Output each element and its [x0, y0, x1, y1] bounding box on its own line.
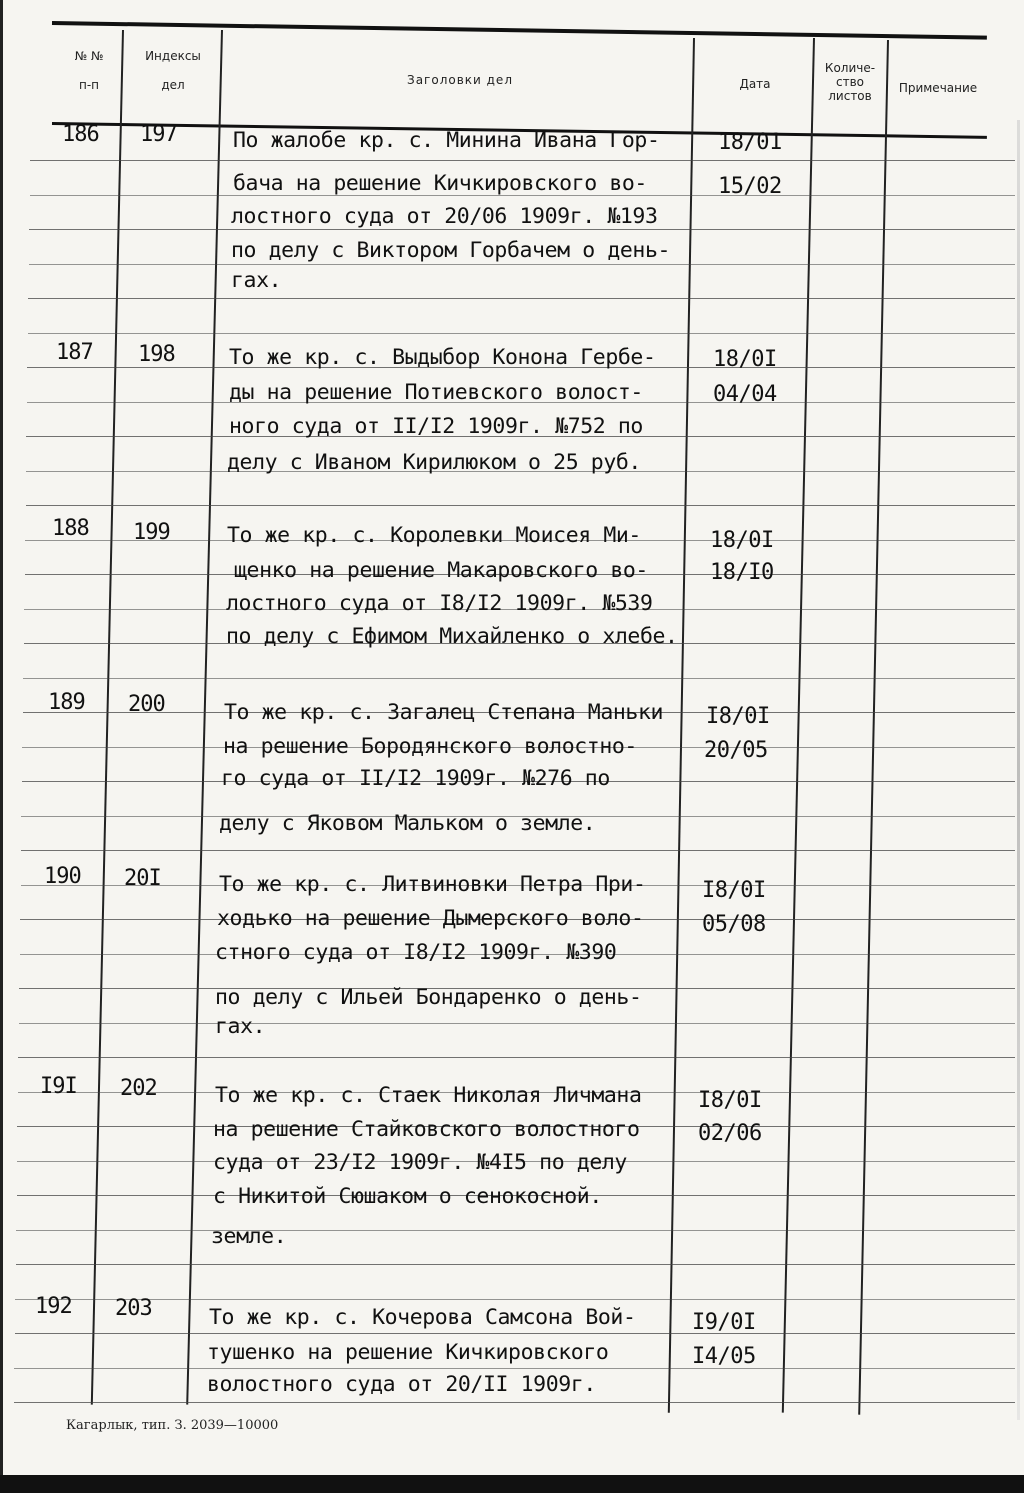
row-date: 18/I0 [710, 560, 774, 585]
row-index: 20I [124, 866, 161, 891]
header-title: Заголовки дел [407, 73, 513, 87]
row-index: 198 [138, 342, 175, 367]
ruled-line [21, 850, 1015, 851]
row-title-line: тушенко на решение Кичкировского [207, 1340, 609, 1365]
row-title-line: То же кр. с. Выдыбор Конона Гербе- [229, 345, 656, 370]
row-index: 197 [140, 122, 177, 147]
row-number: 186 [62, 122, 99, 147]
row-date: 04/04 [713, 382, 777, 407]
row-date: 02/06 [698, 1121, 762, 1146]
row-title-line: суда от 23/I2 1909г. №4I5 по делу [213, 1150, 627, 1175]
row-title-line: ды на решение Потиевского волост- [229, 380, 643, 405]
row-title-line: бача на решение Кичкировского во- [233, 171, 647, 196]
row-title-line: с Никитой Сюшаком о сенокосной. [213, 1184, 602, 1209]
ruled-line [16, 1230, 1015, 1231]
ruled-line [30, 160, 1015, 161]
row-index: 200 [128, 692, 165, 717]
row-number: I9I [40, 1074, 77, 1099]
ruled-line [14, 1402, 1015, 1403]
header-sheets [814, 62, 886, 103]
row-number: 189 [48, 690, 85, 715]
row-title-line: делу с Иваном Кирилюком о 25 руб. [227, 450, 641, 475]
row-number: 187 [56, 340, 93, 365]
row-title-line: волостного суда от 20/II 1909г. [207, 1372, 596, 1397]
row-title-line: ного суда от II/I2 1909г. №752 по [229, 414, 643, 439]
row-number: 188 [52, 516, 89, 541]
row-date: I8/0I [706, 704, 770, 729]
column-divider [91, 30, 124, 1405]
header-index-line: дел [161, 77, 185, 92]
column-divider [858, 40, 889, 1415]
header-number-line: п-п [78, 77, 100, 92]
row-date: 18/01 [718, 130, 782, 155]
ruled-line [15, 1299, 1015, 1300]
row-date: I8/0I [702, 878, 766, 903]
row-title-line: По жалобе кр. с. Минина Ивана Гор- [233, 128, 660, 153]
row-date: I8/0I [698, 1088, 762, 1113]
row-date: 18/0I [710, 528, 774, 553]
header-note: Примечание [898, 81, 978, 95]
ruled-line [18, 1057, 1015, 1058]
ruled-line [19, 1023, 1015, 1024]
ruled-line [28, 298, 1015, 299]
row-title-line: То же кр. с. Королевки Моисея Ми- [227, 523, 641, 548]
row-index: 202 [120, 1076, 157, 1101]
row-date: 05/08 [702, 912, 766, 937]
ruled-line [29, 229, 1015, 230]
row-title-line: щенко на решение Макаровского во- [234, 558, 648, 583]
printer-imprint: Кагарлык, тип. З. 2039—10000 [66, 1418, 279, 1433]
row-title-line: на решение Бородянского волостно- [223, 734, 637, 759]
row-title-line: делу с Яковом Мальком о земле. [219, 811, 596, 836]
row-title-line: по делу с Ефимом Михайленко о хлебе. [226, 624, 678, 649]
row-date: 18/0I [713, 347, 777, 372]
ruled-line [15, 1333, 1015, 1334]
row-title-line: гах. [215, 1014, 266, 1039]
row-title-line: То же кр. с. Литвиновки Петра При- [219, 872, 646, 897]
header-sheets-line: Количе- [824, 61, 876, 75]
row-date: 20/05 [704, 738, 768, 763]
row-index: 199 [133, 520, 170, 545]
header-sheets-line: ство [835, 74, 864, 89]
row-date: I9/0I [692, 1310, 756, 1335]
row-title-line: го суда от II/I2 1909г. №276 по [221, 766, 610, 791]
header-index-line: Индексы [145, 49, 201, 63]
ruled-line [23, 678, 1015, 679]
page-edge-left [0, 0, 3, 1493]
ruled-line [29, 264, 1015, 265]
row-number: 192 [35, 1294, 72, 1319]
column-divider [668, 38, 695, 1413]
ruled-line [14, 1368, 1015, 1369]
row-title-line: То же кр. с. Стаек Николая Личмана [215, 1083, 642, 1108]
row-title-line: лостного суда от 20/06 1909г. №193 [231, 204, 658, 229]
column-divider [782, 38, 815, 1413]
page-edge-bottom [0, 1475, 1024, 1493]
ruled-line [16, 1264, 1015, 1265]
row-title-line: на решение Стайковского волостного [213, 1117, 640, 1142]
row-title-line: гах. [231, 268, 282, 293]
ruled-line [26, 505, 1015, 506]
header-top-rule [52, 21, 987, 40]
header-index [126, 48, 220, 94]
row-title-line: земле. [211, 1224, 287, 1249]
row-title-line: То же кр. с. Загалец Степана Маньки [224, 700, 664, 725]
row-title-line: по делу с Ильей Бондаренко о день- [215, 985, 642, 1010]
row-date: 15/02 [718, 174, 782, 199]
header-number-line: № № [74, 49, 104, 63]
row-title-line: лостного суда от I8/I2 1909г. №539 [226, 591, 653, 616]
header-number [56, 48, 122, 94]
row-title-line: стного суда от I8/I2 1909г. №390 [215, 940, 617, 965]
header-date: Дата [739, 77, 771, 91]
row-title-line: по делу с Виктором Горбачем о день- [231, 238, 671, 263]
row-date: I4/05 [692, 1344, 756, 1369]
header-sheets-line: листов [828, 88, 872, 103]
row-number: 190 [44, 864, 81, 889]
row-index: 203 [115, 1296, 152, 1321]
row-title-line: ходько на решение Дымерского воло- [217, 906, 644, 931]
ruled-line [28, 333, 1015, 334]
row-title-line: То же кр. с. Кочерова Самсона Вой- [209, 1305, 636, 1330]
page-edge-right [1017, 120, 1020, 1420]
